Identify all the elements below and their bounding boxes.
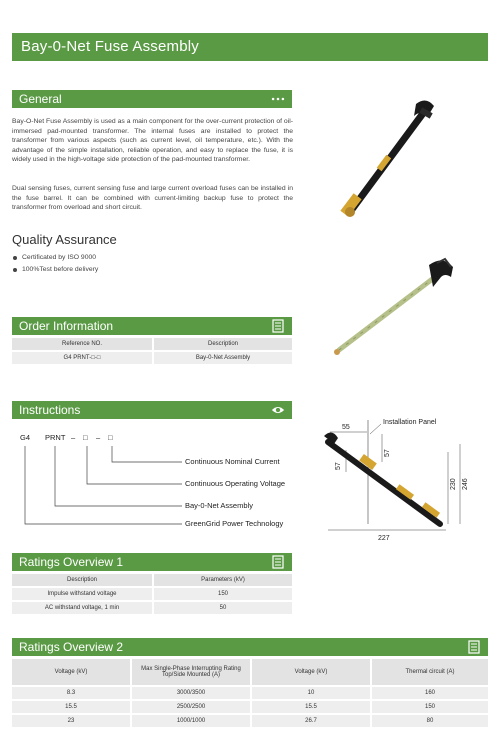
general-paragraph-2: Dual sensing fuses, current sensing fuse and large current overload fuses can be installed in the fuse barrel. It can be combined with current-limiting backup fuse to protect the transformer from overload and short circuit. xyxy=(12,185,293,212)
ratings2-heading: Ratings Overview 2 xyxy=(19,640,124,654)
ratings1-header-cell: Parameters (kV) xyxy=(154,574,292,586)
quality-item: Certificated by ISO 9000 xyxy=(12,254,98,266)
page-title: Bay-0-Net Fuse Assembly xyxy=(21,38,199,55)
ratings1-cell: 150 xyxy=(154,588,292,600)
ratings1-cell: Impulse withstand voltage xyxy=(12,588,152,600)
ratings2-header xyxy=(12,638,488,656)
code-part-box-2: □ xyxy=(108,433,113,442)
ratings2-header-cell: Voltage (kV) xyxy=(252,659,370,685)
label-nominal-current: Continuous Nominal Current xyxy=(185,457,280,466)
eye-icon xyxy=(271,403,285,417)
order-header-cell: Reference NO. xyxy=(12,338,152,350)
instructions-header xyxy=(12,401,292,419)
ratings2-cell: 8.3 xyxy=(12,687,130,699)
fuse-assembly-image-bottom xyxy=(325,255,465,360)
dim-57-right: 57 xyxy=(384,449,391,457)
more-dots-icon xyxy=(271,92,285,106)
label-operating-voltage: Continuous Operating Voltage xyxy=(185,479,286,488)
ratings2-header-cell: Thermal circuit (A) xyxy=(372,659,488,685)
ratings2-cell: 26.7 xyxy=(252,715,370,727)
ratings2-cell: 80 xyxy=(372,715,488,727)
ratings2-cell: 160 xyxy=(372,687,488,699)
ratings1-header-cell: Description xyxy=(12,574,152,586)
table-row xyxy=(12,715,488,727)
ratings2-cell: 23 xyxy=(12,715,130,727)
order-cell: G4 PRNT-□-□ xyxy=(12,352,152,364)
ratings1-cell: AC withstand voltage, 1 min xyxy=(12,602,152,614)
model-code-diagram xyxy=(12,428,312,532)
order-heading: Order Information xyxy=(19,319,114,333)
ratings1-header xyxy=(12,553,292,571)
document-icon xyxy=(271,555,285,569)
installation-panel-label: Installation Panel xyxy=(383,419,437,426)
ratings2-cell: 2500/2500 xyxy=(132,701,250,713)
ratings2-header-cell: Voltage (kV) xyxy=(12,659,130,685)
ratings2-cell: 1000/1000 xyxy=(132,715,250,727)
order-header-cell: Description xyxy=(154,338,292,350)
dimension-drawing xyxy=(318,412,490,544)
code-part-dash-2: – xyxy=(96,433,101,442)
label-company: GreenGrid Power Technology xyxy=(185,519,284,528)
table-row xyxy=(12,352,292,364)
page-title-bar xyxy=(12,33,488,61)
label-assembly: Bay-0-Net Assembly xyxy=(185,501,253,510)
order-header xyxy=(12,317,292,335)
order-cell: Bay-0-Net Assembly xyxy=(154,352,292,364)
ratings1-cell: 50 xyxy=(154,602,292,614)
code-part-box-1: □ xyxy=(83,433,88,442)
code-part-g4: G4 xyxy=(20,433,31,442)
table-row xyxy=(12,687,488,699)
dim-57-left: 57 xyxy=(335,462,342,470)
dim-55: 55 xyxy=(342,424,350,431)
dim-246: 246 xyxy=(462,478,469,490)
ratings2-cell: 15.5 xyxy=(252,701,370,713)
order-table xyxy=(10,336,294,366)
ratings2-cell: 3000/3500 xyxy=(132,687,250,699)
ratings2-cell: 15.5 xyxy=(12,701,130,713)
document-icon xyxy=(467,640,481,654)
ratings1-heading: Ratings Overview 1 xyxy=(19,555,124,569)
ratings2-header-cell: Max Single-Phase Interrupting Rating Top/Side Mounted (A) xyxy=(132,659,250,685)
code-part-prnt: PRNT xyxy=(45,433,66,442)
document-icon xyxy=(271,319,285,333)
dim-227: 227 xyxy=(378,535,390,542)
quality-item: 100%Test before delivery xyxy=(12,266,98,278)
general-header xyxy=(12,90,292,108)
code-part-dash-1: – xyxy=(71,433,76,442)
table-row xyxy=(12,701,488,713)
table-row xyxy=(12,602,292,614)
ratings1-table xyxy=(10,572,294,616)
general-paragraph-1: Bay-O-Net Fuse Assembly is used as a main component for the over-current protection of oil-immersed pad-mounted transformer. The internal fuses are installed to protect the transformer from various aspects (such as current level, oil temperature, etc.). With the advantage of the simple installation, reliable operation, and easy to replace the fuse, it is widely used in the high-voltage side protection of the pad-mounted transformer. xyxy=(12,118,293,164)
quality-heading: Quality Assurance xyxy=(12,232,117,247)
table-row xyxy=(12,588,292,600)
ratings2-cell: 10 xyxy=(252,687,370,699)
ratings2-table xyxy=(10,657,490,729)
quality-list xyxy=(12,254,98,278)
instructions-heading: Instructions xyxy=(19,403,81,417)
general-heading: General xyxy=(19,92,62,106)
ratings2-cell: 150 xyxy=(372,701,488,713)
dim-230: 230 xyxy=(450,478,457,490)
fuse-assembly-image-top xyxy=(320,92,440,222)
